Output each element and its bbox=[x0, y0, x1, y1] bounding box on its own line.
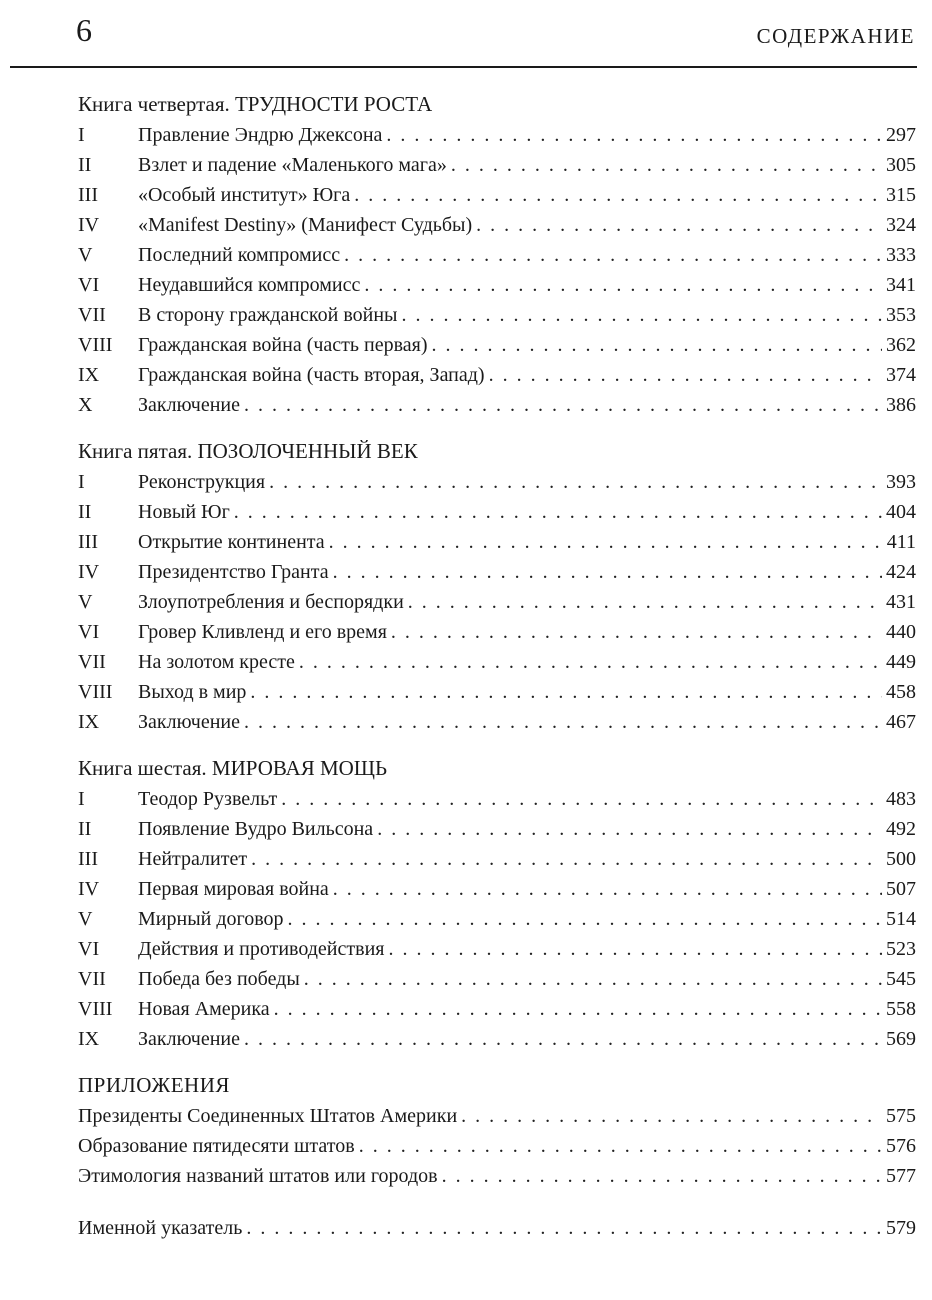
chapter-title: Выход в мир bbox=[138, 681, 247, 703]
appendices-section bbox=[78, 1069, 916, 1191]
toc-chapter-row[interactable] bbox=[78, 330, 916, 360]
leader-dots bbox=[489, 360, 882, 390]
toc-chapter-row[interactable] bbox=[78, 210, 916, 240]
chapter-number: VIII bbox=[78, 334, 113, 356]
toc-chapter-row[interactable] bbox=[78, 964, 916, 994]
chapter-page: 362 bbox=[886, 334, 916, 356]
toc-chapter-row[interactable] bbox=[78, 1024, 916, 1054]
chapter-title: На золотом кресте bbox=[138, 651, 295, 673]
chapter-page: 523 bbox=[886, 938, 916, 960]
leader-dots bbox=[250, 677, 882, 707]
appendix-entry[interactable] bbox=[78, 1161, 916, 1191]
toc-chapter-row[interactable] bbox=[78, 677, 916, 707]
chapter-title: Гражданская война (часть вторая, Запад) bbox=[138, 364, 485, 386]
chapter-number: VII bbox=[78, 651, 106, 673]
chapter-page: 558 bbox=[886, 998, 916, 1020]
toc-chapter-row[interactable] bbox=[78, 240, 916, 270]
chapter-page: 569 bbox=[886, 1028, 916, 1050]
chapter-number: III bbox=[78, 184, 98, 206]
toc-chapter-row[interactable] bbox=[78, 874, 916, 904]
chapter-title: Победа без победы bbox=[138, 968, 300, 990]
chapter-title: Неудавшийся компромисс bbox=[138, 274, 361, 296]
entry-page: 579 bbox=[886, 1217, 916, 1239]
appendices-title: ПРИЛОЖЕНИЯ bbox=[78, 1073, 230, 1097]
toc-chapter-row[interactable] bbox=[78, 527, 916, 557]
chapter-title: Появление Вудро Вильсона bbox=[138, 818, 374, 840]
toc-chapter-row[interactable] bbox=[78, 707, 916, 737]
index-entry[interactable] bbox=[78, 1213, 916, 1243]
leader-dots bbox=[246, 1213, 882, 1243]
chapter-page: 341 bbox=[886, 274, 916, 296]
book-title: Книга шестая. МИРОВАЯ МОЩЬ bbox=[78, 756, 388, 780]
chapter-title: Правление Эндрю Джексона bbox=[138, 124, 383, 146]
chapter-title: Взлет и падение «Маленького мага» bbox=[138, 154, 447, 176]
leader-dots bbox=[408, 587, 882, 617]
leader-dots bbox=[333, 874, 882, 904]
toc-chapter-row[interactable] bbox=[78, 497, 916, 527]
chapter-title: Действия и противодействия bbox=[138, 938, 385, 960]
leader-dots bbox=[251, 844, 882, 874]
chapter-title: Открытие континента bbox=[138, 531, 325, 553]
chapter-page: 483 bbox=[886, 788, 916, 810]
chapter-page: 449 bbox=[886, 651, 916, 673]
chapter-number: IX bbox=[78, 364, 100, 386]
leader-dots bbox=[244, 390, 882, 420]
toc-chapter-row[interactable] bbox=[78, 150, 916, 180]
page-number: 6 bbox=[76, 12, 92, 48]
leader-dots bbox=[442, 1161, 882, 1191]
entry-title: Президенты Соединенных Штатов Америки bbox=[78, 1105, 458, 1127]
book-section bbox=[78, 88, 916, 420]
leader-dots bbox=[299, 647, 882, 677]
leader-dots bbox=[329, 527, 883, 557]
chapter-title: Новый Юг bbox=[138, 501, 230, 523]
chapter-number: IV bbox=[78, 561, 100, 583]
chapter-page: 305 bbox=[886, 154, 916, 176]
chapter-number: VIII bbox=[78, 998, 113, 1020]
chapter-page: 404 bbox=[886, 501, 916, 523]
leader-dots bbox=[344, 240, 882, 270]
chapter-number: IX bbox=[78, 1028, 100, 1050]
chapter-page: 333 bbox=[886, 244, 916, 266]
toc-chapter-row[interactable] bbox=[78, 557, 916, 587]
book-section bbox=[78, 435, 916, 737]
toc-chapter-row[interactable] bbox=[78, 180, 916, 210]
chapter-number: III bbox=[78, 848, 98, 870]
toc-chapter-row[interactable] bbox=[78, 587, 916, 617]
appendix-entry[interactable] bbox=[78, 1131, 916, 1161]
appendix-entry[interactable] bbox=[78, 1101, 916, 1131]
book-title: Книга четвертая. ТРУДНОСТИ РОСТА bbox=[78, 92, 433, 116]
chapter-title: Теодор Рузвельт bbox=[138, 788, 278, 810]
book-title: Книга пятая. ПОЗОЛОЧЕННЫЙ ВЕК bbox=[78, 439, 418, 463]
chapter-number: VI bbox=[78, 274, 100, 296]
chapter-title: Заключение bbox=[138, 1028, 240, 1050]
toc-chapter-row[interactable] bbox=[78, 904, 916, 934]
chapter-page: 514 bbox=[886, 908, 916, 930]
toc-chapter-row[interactable] bbox=[78, 120, 916, 150]
chapter-title: Нейтралитет bbox=[138, 848, 248, 870]
chapter-page: 315 bbox=[886, 184, 916, 206]
chapter-number: VI bbox=[78, 938, 100, 960]
leader-dots bbox=[461, 1101, 882, 1131]
chapter-title: Злоупотребления и беспорядки bbox=[138, 591, 404, 613]
toc-chapter-row[interactable] bbox=[78, 617, 916, 647]
chapter-number: IV bbox=[78, 878, 100, 900]
chapter-title: Заключение bbox=[138, 394, 240, 416]
toc-chapter-row[interactable] bbox=[78, 814, 916, 844]
books-list bbox=[78, 88, 916, 1054]
toc-chapter-row[interactable] bbox=[78, 467, 916, 497]
chapter-title: Первая мировая война bbox=[138, 878, 329, 900]
chapter-number: IX bbox=[78, 711, 100, 733]
chapter-number: X bbox=[78, 394, 93, 416]
leader-dots bbox=[377, 814, 882, 844]
toc-chapter-row[interactable] bbox=[78, 647, 916, 677]
toc-chapter-row[interactable] bbox=[78, 390, 916, 420]
toc-chapter-row[interactable] bbox=[78, 360, 916, 390]
chapter-page: 507 bbox=[886, 878, 916, 900]
leader-dots bbox=[364, 270, 882, 300]
chapter-page: 297 bbox=[886, 124, 916, 146]
chapter-page: 386 bbox=[886, 394, 916, 416]
chapter-number: V bbox=[78, 591, 93, 613]
leader-dots bbox=[244, 1024, 882, 1054]
chapter-page: 353 bbox=[886, 304, 916, 326]
chapter-number: IV bbox=[78, 214, 100, 236]
leader-dots bbox=[288, 904, 882, 934]
entry-page: 576 bbox=[886, 1135, 916, 1157]
toc-chapter-row[interactable] bbox=[78, 270, 916, 300]
toc-chapter-row[interactable] bbox=[78, 300, 916, 330]
chapter-number: V bbox=[78, 908, 93, 930]
leader-dots bbox=[281, 784, 882, 814]
chapter-number: VII bbox=[78, 968, 106, 990]
chapter-number: V bbox=[78, 244, 93, 266]
entry-title: Образование пятидесяти штатов bbox=[78, 1135, 355, 1157]
chapter-title: «Особый институт» Юга bbox=[138, 184, 351, 206]
chapter-page: 458 bbox=[886, 681, 916, 703]
chapter-number: II bbox=[78, 818, 92, 840]
page-header bbox=[10, 0, 917, 68]
leader-dots bbox=[269, 467, 882, 497]
chapter-title: В сторону гражданской войны bbox=[138, 304, 398, 326]
chapter-number: III bbox=[78, 531, 98, 553]
leader-dots bbox=[304, 964, 882, 994]
chapter-title: Новая Америка bbox=[138, 998, 270, 1020]
leader-dots bbox=[234, 497, 882, 527]
chapter-number: II bbox=[78, 154, 92, 176]
chapter-title: Гражданская война (часть первая) bbox=[138, 334, 428, 356]
entry-title: Именной указатель bbox=[78, 1217, 243, 1239]
chapter-title: «Manifest Destiny» (Манифест Судьбы) bbox=[138, 214, 473, 236]
chapter-number: I bbox=[78, 124, 85, 146]
chapter-number: II bbox=[78, 501, 92, 523]
entry-page: 577 bbox=[886, 1165, 916, 1187]
chapter-number: I bbox=[78, 788, 85, 810]
chapter-page: 411 bbox=[886, 531, 916, 553]
leader-dots bbox=[359, 1131, 882, 1161]
chapter-title: Заключение bbox=[138, 711, 240, 733]
book-section bbox=[78, 752, 916, 1054]
chapter-page: 467 bbox=[886, 711, 916, 733]
chapter-page: 431 bbox=[886, 591, 916, 613]
chapter-number: VII bbox=[78, 304, 106, 326]
chapter-page: 492 bbox=[886, 818, 916, 840]
leader-dots bbox=[476, 210, 882, 240]
chapter-title: Мирный договор bbox=[138, 908, 284, 930]
chapter-page: 440 bbox=[886, 621, 916, 643]
leader-dots bbox=[274, 994, 882, 1024]
toc-chapter-row[interactable] bbox=[78, 934, 916, 964]
chapter-number: VI bbox=[78, 621, 100, 643]
leader-dots bbox=[451, 150, 882, 180]
chapter-page: 374 bbox=[886, 364, 916, 386]
leader-dots bbox=[391, 617, 882, 647]
leader-dots bbox=[386, 120, 882, 150]
appendices-list bbox=[78, 1101, 916, 1191]
chapter-title: Гровер Кливленд и его время bbox=[138, 621, 387, 643]
running-head: СОДЕРЖАНИЕ bbox=[756, 24, 915, 48]
toc-chapter-row[interactable] bbox=[78, 784, 916, 814]
chapter-page: 393 bbox=[886, 471, 916, 493]
chapter-title: Президентство Гранта bbox=[138, 561, 329, 583]
leader-dots bbox=[333, 557, 882, 587]
chapter-page: 424 bbox=[886, 561, 916, 583]
chapter-title: Реконструкция bbox=[138, 471, 266, 493]
chapter-number: I bbox=[78, 471, 85, 493]
chapter-title: Последний компромисс bbox=[138, 244, 341, 266]
chapter-page: 545 bbox=[886, 968, 916, 990]
chapter-number: VIII bbox=[78, 681, 113, 703]
leader-dots bbox=[244, 707, 882, 737]
leader-dots bbox=[354, 180, 882, 210]
table-of-contents bbox=[78, 88, 916, 1243]
leader-dots bbox=[432, 330, 882, 360]
entry-page: 575 bbox=[886, 1105, 916, 1127]
chapter-page: 324 bbox=[886, 214, 916, 236]
toc-chapter-row[interactable] bbox=[78, 994, 916, 1024]
chapter-page: 500 bbox=[886, 848, 916, 870]
entry-title: Этимология названий штатов или городов bbox=[78, 1165, 438, 1187]
toc-chapter-row[interactable] bbox=[78, 844, 916, 874]
leader-dots bbox=[401, 300, 882, 330]
leader-dots bbox=[388, 934, 882, 964]
